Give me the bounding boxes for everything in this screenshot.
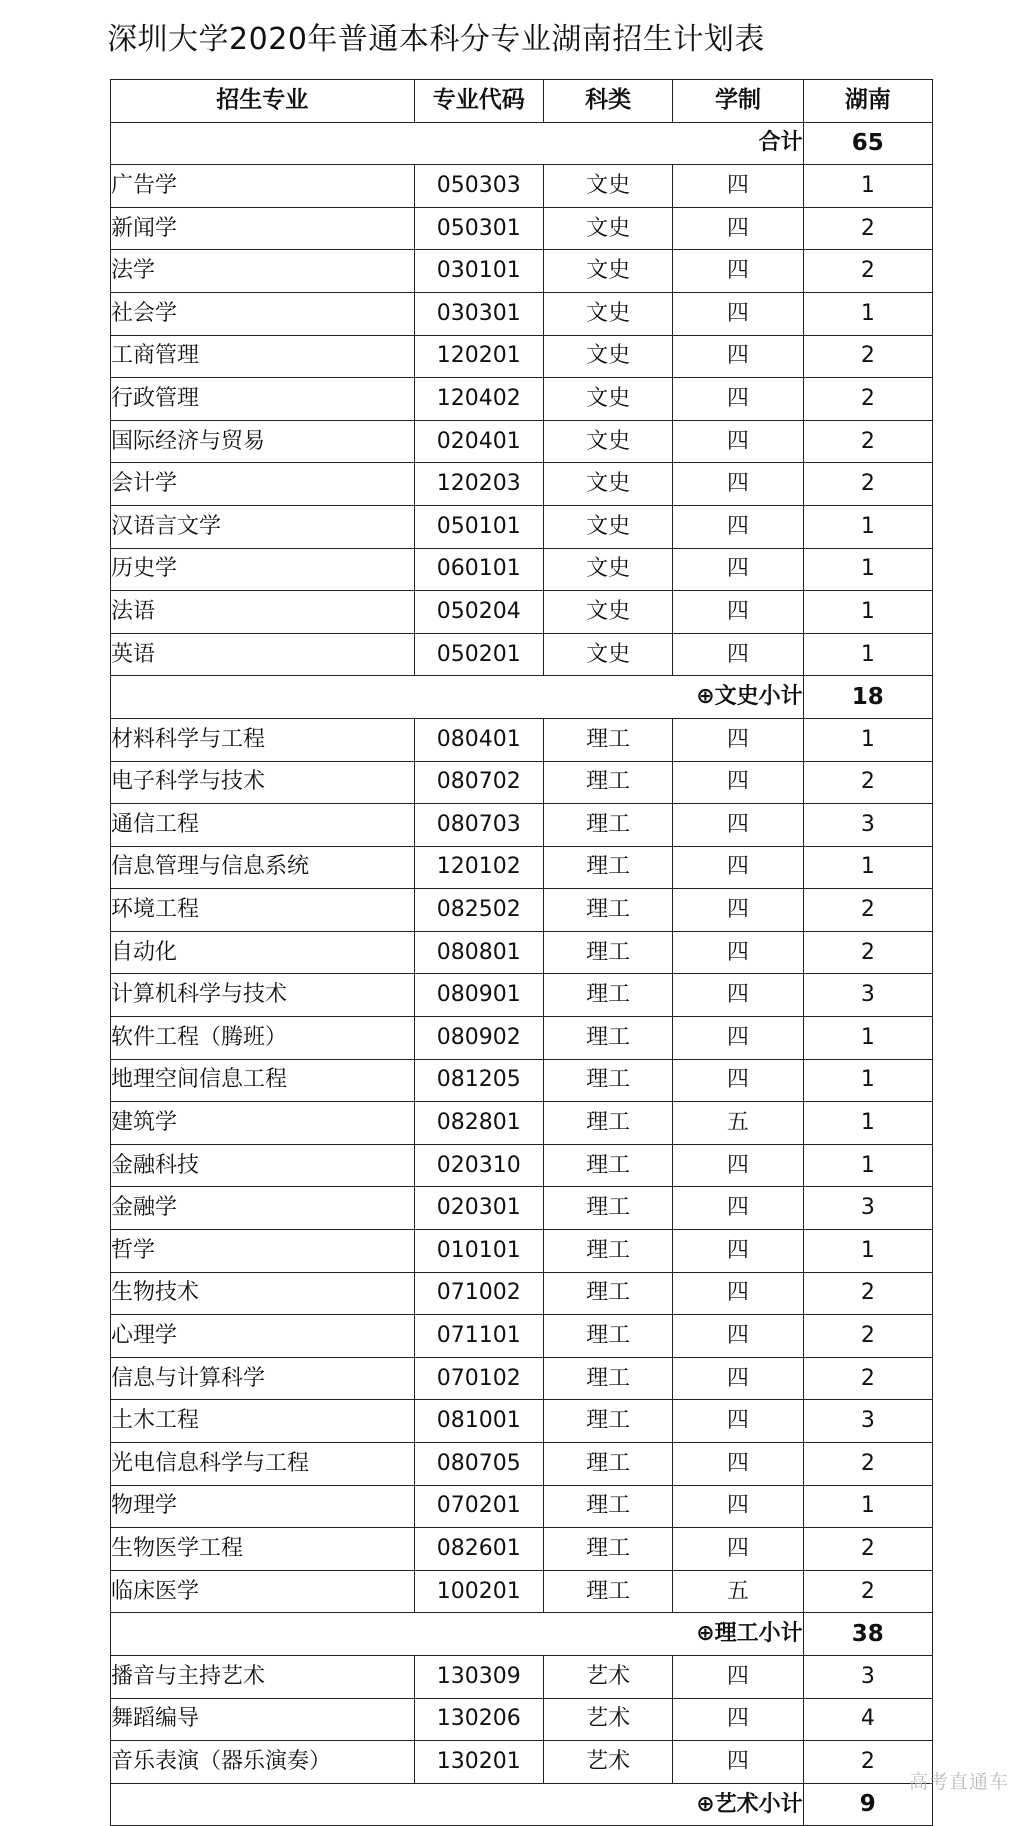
major-name-cell: 土木工程 xyxy=(111,1400,415,1443)
major-code-cell: 020310 xyxy=(414,1144,543,1187)
major-name-cell: 金融科技 xyxy=(111,1144,415,1187)
subtotal-value: 9 xyxy=(803,1783,932,1826)
duration-cell: 四 xyxy=(673,1655,803,1698)
header-category: 科类 xyxy=(543,80,672,123)
category-cell: 文史 xyxy=(543,420,672,463)
major-name-cell: 建筑学 xyxy=(111,1102,415,1145)
duration-cell: 四 xyxy=(673,292,803,335)
major-name-cell: 光电信息科学与工程 xyxy=(111,1443,415,1486)
total-value: 65 xyxy=(803,122,932,165)
subtotal-label: ⊕艺术小计 xyxy=(111,1783,804,1826)
table-row xyxy=(111,165,933,208)
table-row xyxy=(111,1272,933,1315)
duration-cell: 四 xyxy=(673,335,803,378)
table-row xyxy=(111,250,933,293)
category-cell: 艺术 xyxy=(543,1698,672,1741)
table-row xyxy=(111,974,933,1017)
header-duration: 学制 xyxy=(673,80,803,123)
category-cell: 理工 xyxy=(543,1485,672,1528)
category-cell: 理工 xyxy=(543,1400,672,1443)
duration-cell: 四 xyxy=(673,761,803,804)
major-code-cell: 010101 xyxy=(414,1230,543,1273)
major-code-cell: 120203 xyxy=(414,463,543,506)
hunan-count-cell: 1 xyxy=(803,1230,932,1273)
hunan-count-cell: 2 xyxy=(803,420,932,463)
major-code-cell: 081001 xyxy=(414,1400,543,1443)
duration-cell: 四 xyxy=(673,505,803,548)
hunan-count-cell: 1 xyxy=(803,1017,932,1060)
table-row xyxy=(111,1144,933,1187)
table-row xyxy=(111,1017,933,1060)
major-name-cell: 法语 xyxy=(111,591,415,634)
table-row xyxy=(111,1443,933,1486)
major-code-cell: 060101 xyxy=(414,548,543,591)
duration-cell: 四 xyxy=(673,1315,803,1358)
duration-cell: 四 xyxy=(673,250,803,293)
category-cell: 理工 xyxy=(543,1102,672,1145)
major-code-cell: 082801 xyxy=(414,1102,543,1145)
duration-cell: 四 xyxy=(673,1400,803,1443)
category-cell: 文史 xyxy=(543,505,672,548)
table-row xyxy=(111,1102,933,1145)
subtotal-value: 38 xyxy=(803,1613,932,1656)
hunan-count-cell: 3 xyxy=(803,974,932,1017)
major-name-cell: 国际经济与贸易 xyxy=(111,420,415,463)
table-row xyxy=(111,505,933,548)
major-code-cell: 071101 xyxy=(414,1315,543,1358)
header-hunan: 湖南 xyxy=(803,80,932,123)
table-row xyxy=(111,1528,933,1571)
major-code-cell: 130309 xyxy=(414,1655,543,1698)
table-row xyxy=(111,1655,933,1698)
category-cell: 理工 xyxy=(543,974,672,1017)
major-code-cell: 071002 xyxy=(414,1272,543,1315)
hunan-count-cell: 2 xyxy=(803,761,932,804)
major-code-cell: 050204 xyxy=(414,591,543,634)
major-code-cell: 050303 xyxy=(414,165,543,208)
table-row xyxy=(111,761,933,804)
category-cell: 理工 xyxy=(543,1357,672,1400)
major-code-cell: 100201 xyxy=(414,1570,543,1613)
table-row xyxy=(111,846,933,889)
hunan-count-cell: 2 xyxy=(803,335,932,378)
major-name-cell: 历史学 xyxy=(111,548,415,591)
hunan-count-cell: 2 xyxy=(803,1570,932,1613)
duration-cell: 四 xyxy=(673,1741,803,1784)
major-name-cell: 广告学 xyxy=(111,165,415,208)
hunan-count-cell: 2 xyxy=(803,1528,932,1571)
header-major: 招生专业 xyxy=(111,80,415,123)
table-row xyxy=(111,1059,933,1102)
category-cell: 文史 xyxy=(543,463,672,506)
hunan-count-cell: 1 xyxy=(803,633,932,676)
total-row xyxy=(111,122,933,165)
duration-cell: 四 xyxy=(673,378,803,421)
major-code-cell: 050201 xyxy=(414,633,543,676)
duration-cell: 五 xyxy=(673,1570,803,1613)
major-code-cell: 030101 xyxy=(414,250,543,293)
hunan-count-cell: 3 xyxy=(803,1655,932,1698)
major-code-cell: 050301 xyxy=(414,207,543,250)
category-cell: 理工 xyxy=(543,846,672,889)
major-name-cell: 心理学 xyxy=(111,1315,415,1358)
duration-cell: 四 xyxy=(673,1144,803,1187)
major-code-cell: 070102 xyxy=(414,1357,543,1400)
table-row xyxy=(111,633,933,676)
major-name-cell: 计算机科学与技术 xyxy=(111,974,415,1017)
table-row xyxy=(111,378,933,421)
table-row xyxy=(111,718,933,761)
category-cell: 文史 xyxy=(543,207,672,250)
major-name-cell: 物理学 xyxy=(111,1485,415,1528)
table-row xyxy=(111,591,933,634)
major-code-cell: 080702 xyxy=(414,761,543,804)
major-name-cell: 自动化 xyxy=(111,931,415,974)
major-code-cell: 020401 xyxy=(414,420,543,463)
major-name-cell: 地理空间信息工程 xyxy=(111,1059,415,1102)
hunan-count-cell: 2 xyxy=(803,1357,932,1400)
major-name-cell: 英语 xyxy=(111,633,415,676)
major-name-cell: 汉语言文学 xyxy=(111,505,415,548)
major-name-cell: 生物医学工程 xyxy=(111,1528,415,1571)
table-row xyxy=(111,889,933,932)
header-row xyxy=(111,80,933,123)
category-cell: 理工 xyxy=(543,1272,672,1315)
hunan-count-cell: 2 xyxy=(803,207,932,250)
hunan-count-cell: 3 xyxy=(803,1400,932,1443)
table-row xyxy=(111,804,933,847)
category-cell: 艺术 xyxy=(543,1655,672,1698)
hunan-count-cell: 1 xyxy=(803,1144,932,1187)
category-cell: 文史 xyxy=(543,165,672,208)
major-code-cell: 081205 xyxy=(414,1059,543,1102)
duration-cell: 四 xyxy=(673,931,803,974)
hunan-count-cell: 3 xyxy=(803,804,932,847)
category-cell: 理工 xyxy=(543,889,672,932)
category-cell: 理工 xyxy=(543,761,672,804)
duration-cell: 四 xyxy=(673,1357,803,1400)
category-cell: 理工 xyxy=(543,1187,672,1230)
major-name-cell: 会计学 xyxy=(111,463,415,506)
major-name-cell: 行政管理 xyxy=(111,378,415,421)
hunan-count-cell: 1 xyxy=(803,591,932,634)
category-cell: 艺术 xyxy=(543,1741,672,1784)
table-row xyxy=(111,1741,933,1784)
major-code-cell: 070201 xyxy=(414,1485,543,1528)
duration-cell: 四 xyxy=(673,1485,803,1528)
major-code-cell: 080705 xyxy=(414,1443,543,1486)
category-cell: 文史 xyxy=(543,591,672,634)
category-cell: 理工 xyxy=(543,1017,672,1060)
hunan-count-cell: 2 xyxy=(803,1741,932,1784)
major-code-cell: 120402 xyxy=(414,378,543,421)
major-code-cell: 120102 xyxy=(414,846,543,889)
major-name-cell: 舞蹈编导 xyxy=(111,1698,415,1741)
major-code-cell: 082601 xyxy=(414,1528,543,1571)
category-cell: 理工 xyxy=(543,804,672,847)
table-row xyxy=(111,292,933,335)
duration-cell: 四 xyxy=(673,633,803,676)
major-name-cell: 法学 xyxy=(111,250,415,293)
subtotal-row xyxy=(111,1613,933,1656)
major-name-cell: 金融学 xyxy=(111,1187,415,1230)
hunan-count-cell: 2 xyxy=(803,1272,932,1315)
category-cell: 理工 xyxy=(543,931,672,974)
hunan-count-cell: 3 xyxy=(803,1187,932,1230)
major-name-cell: 哲学 xyxy=(111,1230,415,1273)
table-row xyxy=(111,1230,933,1273)
major-code-cell: 130201 xyxy=(414,1741,543,1784)
major-name-cell: 生物技术 xyxy=(111,1272,415,1315)
duration-cell: 四 xyxy=(673,889,803,932)
duration-cell: 四 xyxy=(673,718,803,761)
duration-cell: 四 xyxy=(673,591,803,634)
category-cell: 文史 xyxy=(543,378,672,421)
subtotal-row xyxy=(111,1783,933,1826)
hunan-count-cell: 2 xyxy=(803,1315,932,1358)
hunan-count-cell: 2 xyxy=(803,463,932,506)
category-cell: 文史 xyxy=(543,250,672,293)
table-row xyxy=(111,335,933,378)
category-cell: 理工 xyxy=(543,1315,672,1358)
table-row xyxy=(111,420,933,463)
table-row xyxy=(111,1315,933,1358)
table-row xyxy=(111,207,933,250)
hunan-count-cell: 2 xyxy=(803,250,932,293)
major-name-cell: 材料科学与工程 xyxy=(111,718,415,761)
major-name-cell: 工商管理 xyxy=(111,335,415,378)
major-name-cell: 播音与主持艺术 xyxy=(111,1655,415,1698)
duration-cell: 四 xyxy=(673,463,803,506)
duration-cell: 四 xyxy=(673,207,803,250)
hunan-count-cell: 2 xyxy=(803,378,932,421)
major-code-cell: 020301 xyxy=(414,1187,543,1230)
major-code-cell: 050101 xyxy=(414,505,543,548)
enrollment-plan-table xyxy=(110,79,933,1826)
duration-cell: 四 xyxy=(673,1017,803,1060)
header-code: 专业代码 xyxy=(414,80,543,123)
major-name-cell: 电子科学与技术 xyxy=(111,761,415,804)
hunan-count-cell: 2 xyxy=(803,931,932,974)
subtotal-row xyxy=(111,676,933,719)
major-name-cell: 音乐表演（器乐演奏） xyxy=(111,1741,415,1784)
table-row xyxy=(111,463,933,506)
major-code-cell: 080401 xyxy=(414,718,543,761)
category-cell: 文史 xyxy=(543,335,672,378)
subtotal-label: ⊕文史小计 xyxy=(111,676,804,719)
hunan-count-cell: 2 xyxy=(803,1443,932,1486)
duration-cell: 四 xyxy=(673,1698,803,1741)
duration-cell: 四 xyxy=(673,1230,803,1273)
category-cell: 文史 xyxy=(543,548,672,591)
major-code-cell: 130206 xyxy=(414,1698,543,1741)
hunan-count-cell: 1 xyxy=(803,165,932,208)
major-name-cell: 社会学 xyxy=(111,292,415,335)
table-row xyxy=(111,1698,933,1741)
duration-cell: 四 xyxy=(673,165,803,208)
duration-cell: 四 xyxy=(673,1272,803,1315)
major-name-cell: 信息与计算科学 xyxy=(111,1357,415,1400)
major-code-cell: 080703 xyxy=(414,804,543,847)
hunan-count-cell: 4 xyxy=(803,1698,932,1741)
hunan-count-cell: 1 xyxy=(803,718,932,761)
hunan-count-cell: 1 xyxy=(803,1485,932,1528)
hunan-count-cell: 1 xyxy=(803,505,932,548)
hunan-count-cell: 1 xyxy=(803,1102,932,1145)
major-name-cell: 环境工程 xyxy=(111,889,415,932)
duration-cell: 五 xyxy=(673,1102,803,1145)
duration-cell: 四 xyxy=(673,420,803,463)
category-cell: 文史 xyxy=(543,633,672,676)
table-row xyxy=(111,1400,933,1443)
duration-cell: 四 xyxy=(673,1059,803,1102)
category-cell: 理工 xyxy=(543,1528,672,1571)
duration-cell: 四 xyxy=(673,1528,803,1571)
category-cell: 理工 xyxy=(543,1144,672,1187)
subtotal-label: ⊕理工小计 xyxy=(111,1613,804,1656)
major-name-cell: 软件工程（腾班） xyxy=(111,1017,415,1060)
hunan-count-cell: 1 xyxy=(803,292,932,335)
major-code-cell: 120201 xyxy=(414,335,543,378)
hunan-count-cell: 1 xyxy=(803,1059,932,1102)
major-code-cell: 030301 xyxy=(414,292,543,335)
major-code-cell: 080901 xyxy=(414,974,543,1017)
category-cell: 理工 xyxy=(543,1230,672,1273)
major-code-cell: 082502 xyxy=(414,889,543,932)
duration-cell: 四 xyxy=(673,974,803,1017)
major-code-cell: 080902 xyxy=(414,1017,543,1060)
table-row xyxy=(111,1357,933,1400)
major-name-cell: 新闻学 xyxy=(111,207,415,250)
major-name-cell: 临床医学 xyxy=(111,1570,415,1613)
major-name-cell: 通信工程 xyxy=(111,804,415,847)
category-cell: 理工 xyxy=(543,1443,672,1486)
page-title: 深圳大学2020年普通本科分专业湖南招生计划表 xyxy=(107,22,765,57)
watermark: 高考直通车 xyxy=(908,1771,1009,1793)
major-code-cell: 080801 xyxy=(414,931,543,974)
table-row xyxy=(111,1570,933,1613)
hunan-count-cell: 1 xyxy=(803,846,932,889)
duration-cell: 四 xyxy=(673,846,803,889)
table-row xyxy=(111,1187,933,1230)
duration-cell: 四 xyxy=(673,804,803,847)
duration-cell: 四 xyxy=(673,548,803,591)
table-row xyxy=(111,1485,933,1528)
category-cell: 理工 xyxy=(543,718,672,761)
subtotal-value: 18 xyxy=(803,676,932,719)
table-row xyxy=(111,931,933,974)
table-row xyxy=(111,548,933,591)
hunan-count-cell: 1 xyxy=(803,548,932,591)
hunan-count-cell: 2 xyxy=(803,889,932,932)
category-cell: 文史 xyxy=(543,292,672,335)
category-cell: 理工 xyxy=(543,1570,672,1613)
total-label: 合计 xyxy=(111,122,804,165)
duration-cell: 四 xyxy=(673,1443,803,1486)
duration-cell: 四 xyxy=(673,1187,803,1230)
major-name-cell: 信息管理与信息系统 xyxy=(111,846,415,889)
category-cell: 理工 xyxy=(543,1059,672,1102)
